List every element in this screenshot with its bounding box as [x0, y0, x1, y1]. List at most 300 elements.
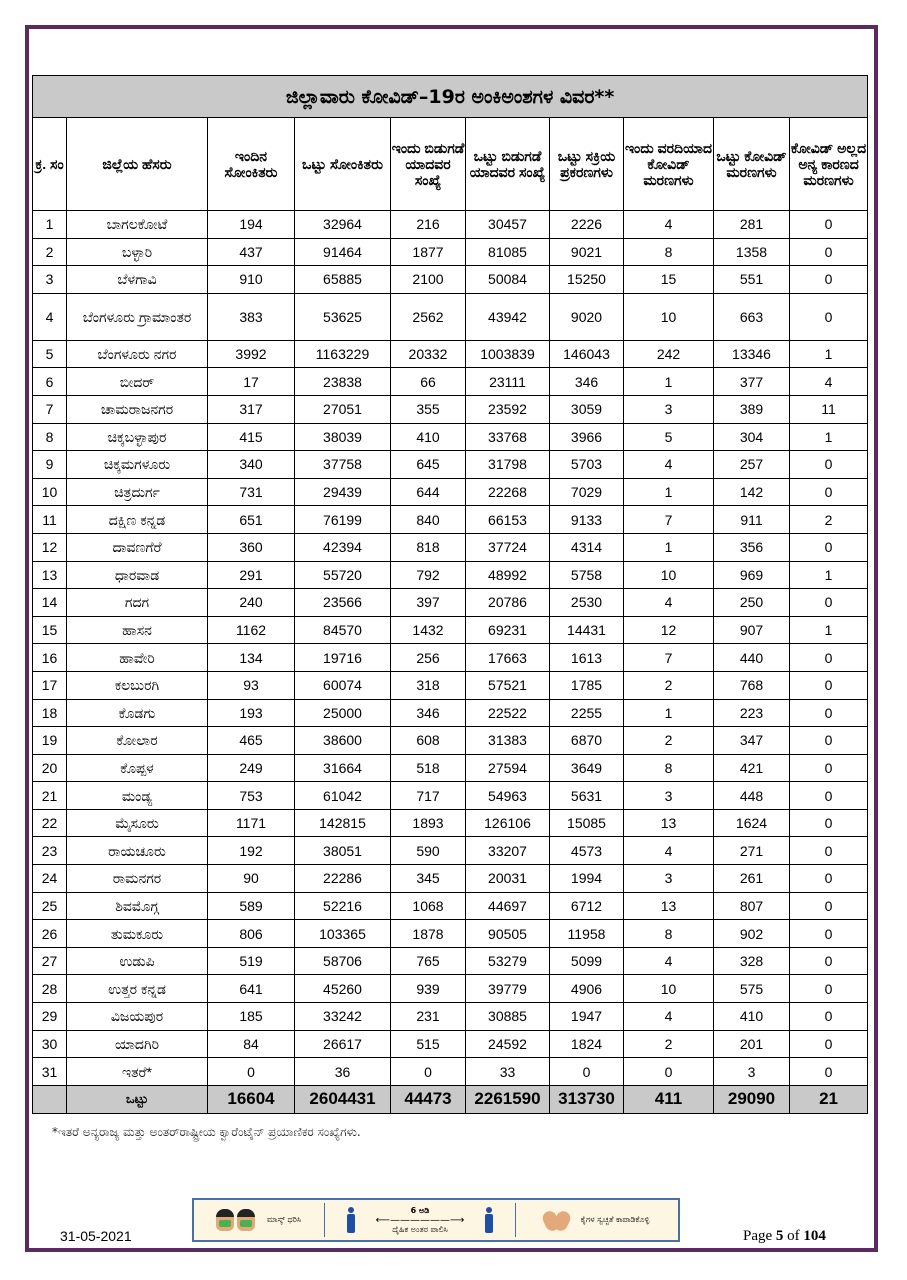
page-number	[743, 1228, 826, 1245]
table-row	[33, 1058, 868, 1086]
header-today-discharged: ಇಂದು ಬಿಡುಗಡೆ ಯಾದವರ ಸಂಖ್ಯೆ	[391, 118, 466, 211]
cell-sn: 19	[33, 727, 67, 755]
cell-total-dis: 23592	[466, 395, 550, 423]
cell-total-inf: 52216	[295, 892, 391, 920]
cell-sn: 17	[33, 671, 67, 699]
cell-today-inf: 641	[208, 975, 295, 1003]
table-row	[33, 395, 868, 423]
cell-total-inf: 36	[295, 1058, 391, 1086]
cell-today-death: 5	[624, 423, 714, 451]
cell-today-dis: 345	[391, 865, 466, 893]
cell-district: ಇತರೆ*	[67, 1058, 208, 1086]
cell-total-dis: 23111	[466, 368, 550, 396]
table-row	[33, 211, 868, 239]
cell-sn: 23	[33, 837, 67, 865]
cell-total-dis: 39779	[466, 975, 550, 1003]
cell-today-inf: 1171	[208, 809, 295, 837]
cell-non-covid: 0	[790, 727, 868, 755]
cell-today-inf: 340	[208, 451, 295, 479]
cell-total-inf: 33242	[295, 1003, 391, 1031]
cell-district: ಉತ್ತರ ಕನ್ನಡ	[67, 975, 208, 1003]
cell-total-death: 807	[714, 892, 790, 920]
cell-sn: 9	[33, 451, 67, 479]
person-icon	[346, 1207, 356, 1233]
cell-non-covid: 1	[790, 423, 868, 451]
cell-today-dis: 66	[391, 368, 466, 396]
cell-today-death: 13	[624, 809, 714, 837]
cell-active: 3059	[550, 395, 624, 423]
cell-non-covid: 0	[790, 754, 868, 782]
total-non-covid: 21	[790, 1085, 868, 1113]
cell-district: ಚಿಕ್ಕಮಗಳೂರು	[67, 451, 208, 479]
double-arrow-icon: ⟵——————⟶	[375, 1214, 465, 1226]
table-title: ಜಿಲ್ಲಾವಾರು ಕೋವಿಡ್–19ರ ಅಂಕಿಅಂಶಗಳ ವಿವರ**	[33, 76, 868, 118]
cell-total-inf: 38051	[295, 837, 391, 865]
cell-total-death: 911	[714, 506, 790, 534]
mask-text: ಮಾಸ್ಕ್ ಧರಿಸಿ	[266, 1215, 302, 1224]
cell-sn: 25	[33, 892, 67, 920]
cell-today-death: 8	[624, 238, 714, 266]
cell-non-covid: 1	[790, 340, 868, 368]
cell-active: 2255	[550, 699, 624, 727]
cell-total-inf: 32964	[295, 211, 391, 239]
safety-banner	[192, 1198, 680, 1242]
cell-sn: 16	[33, 644, 67, 672]
table-row	[33, 340, 868, 368]
cell-today-inf: 415	[208, 423, 295, 451]
header-today-deaths: ಇಂದು ವರದಿಯಾದ ಕೋವಿಡ್ ಮರಣಗಳು	[624, 118, 714, 211]
total-today-dis: 44473	[391, 1085, 466, 1113]
total-today-inf: 16604	[208, 1085, 295, 1113]
table-row	[33, 975, 868, 1003]
header-sn: ಕ್ರ. ಸಂ	[33, 118, 67, 211]
cell-today-dis: 346	[391, 699, 466, 727]
cell-today-death: 7	[624, 644, 714, 672]
total-row	[33, 1085, 868, 1113]
cell-today-dis: 231	[391, 1003, 466, 1031]
cell-today-dis: 1068	[391, 892, 466, 920]
cell-total-death: 421	[714, 754, 790, 782]
cell-today-dis: 644	[391, 478, 466, 506]
cell-today-inf: 0	[208, 1058, 295, 1086]
cell-active: 4906	[550, 975, 624, 1003]
cell-non-covid: 0	[790, 644, 868, 672]
cell-active: 1947	[550, 1003, 624, 1031]
cell-active: 5099	[550, 947, 624, 975]
cell-today-death: 4	[624, 211, 714, 239]
cell-total-inf: 65885	[295, 266, 391, 294]
cell-today-dis: 590	[391, 837, 466, 865]
cell-total-death: 347	[714, 727, 790, 755]
cell-today-inf: 84	[208, 1030, 295, 1058]
cell-district: ಬೆಂಗಳೂರು ಗ್ರಾಮಾಂತರ	[67, 293, 208, 340]
cell-active: 5758	[550, 561, 624, 589]
cell-district: ಮೈಸೂರು	[67, 809, 208, 837]
cell-today-death: 242	[624, 340, 714, 368]
cell-district: ಗದಗ	[67, 589, 208, 617]
total-label: ಒಟ್ಟು	[67, 1085, 208, 1113]
cell-total-dis: 66153	[466, 506, 550, 534]
cell-today-inf: 383	[208, 293, 295, 340]
cell-today-death: 3	[624, 865, 714, 893]
cell-total-dis: 1003839	[466, 340, 550, 368]
cell-non-covid: 0	[790, 892, 868, 920]
washing-hands-icon	[542, 1208, 572, 1232]
cell-today-dis: 397	[391, 589, 466, 617]
cell-active: 9021	[550, 238, 624, 266]
cell-non-covid: 0	[790, 699, 868, 727]
cell-total-dis: 22522	[466, 699, 550, 727]
cell-non-covid: 0	[790, 947, 868, 975]
cell-active: 15085	[550, 809, 624, 837]
cell-today-dis: 1877	[391, 238, 466, 266]
cell-total-dis: 48992	[466, 561, 550, 589]
cell-total-dis: 69231	[466, 616, 550, 644]
cell-district: ಕಲಬುರಗಿ	[67, 671, 208, 699]
cell-active: 3649	[550, 754, 624, 782]
cell-district: ಉಡುಪಿ	[67, 947, 208, 975]
cell-today-death: 2	[624, 727, 714, 755]
distance-label: 6 ಅಡಿ	[410, 1205, 430, 1215]
cell-active: 14431	[550, 616, 624, 644]
cell-district: ಚಿಕ್ಕಬಳ್ಳಾಪುರ	[67, 423, 208, 451]
cell-total-inf: 103365	[295, 920, 391, 948]
district-covid-table	[32, 75, 868, 1114]
header-row	[33, 118, 868, 211]
cell-sn: 30	[33, 1030, 67, 1058]
cell-total-death: 201	[714, 1030, 790, 1058]
table-row	[33, 238, 868, 266]
cell-total-inf: 58706	[295, 947, 391, 975]
table-body	[33, 211, 868, 1114]
cell-district: ಬೆಂಗಳೂರು ನಗರ	[67, 340, 208, 368]
cell-sn: 27	[33, 947, 67, 975]
cell-sn: 3	[33, 266, 67, 294]
cell-today-inf: 317	[208, 395, 295, 423]
cell-active: 1785	[550, 671, 624, 699]
cell-total-death: 3	[714, 1058, 790, 1086]
table-row	[33, 699, 868, 727]
cell-today-dis: 355	[391, 395, 466, 423]
table-row	[33, 865, 868, 893]
cell-today-death: 8	[624, 754, 714, 782]
cell-total-death: 377	[714, 368, 790, 396]
cell-total-inf: 26617	[295, 1030, 391, 1058]
cell-total-inf: 38600	[295, 727, 391, 755]
cell-district: ಕೊಡಗು	[67, 699, 208, 727]
cell-district: ರಾಯಚೂರು	[67, 837, 208, 865]
cell-today-inf: 360	[208, 533, 295, 561]
table-row	[33, 266, 868, 294]
cell-total-dis: 24592	[466, 1030, 550, 1058]
table-row	[33, 589, 868, 617]
cell-total-dis: 81085	[466, 238, 550, 266]
cell-total-death: 907	[714, 616, 790, 644]
cell-active: 5703	[550, 451, 624, 479]
cell-today-inf: 240	[208, 589, 295, 617]
cell-today-inf: 134	[208, 644, 295, 672]
cell-today-death: 4	[624, 589, 714, 617]
total-today-death: 411	[624, 1085, 714, 1113]
cell-total-death: 271	[714, 837, 790, 865]
cell-non-covid: 2	[790, 506, 868, 534]
table-row	[33, 368, 868, 396]
cell-total-inf: 25000	[295, 699, 391, 727]
cell-total-dis: 50084	[466, 266, 550, 294]
cell-today-dis: 256	[391, 644, 466, 672]
cell-sn: 26	[33, 920, 67, 948]
cell-sn: 29	[33, 1003, 67, 1031]
cell-total-inf: 53625	[295, 293, 391, 340]
cell-today-dis: 518	[391, 754, 466, 782]
cell-district: ಬೆಳಗಾವಿ	[67, 266, 208, 294]
cell-active: 9020	[550, 293, 624, 340]
cell-today-dis: 645	[391, 451, 466, 479]
cell-district: ಯಾದಗಿರಿ	[67, 1030, 208, 1058]
page-mid: of	[783, 1228, 804, 1244]
cell-sn: 28	[33, 975, 67, 1003]
cell-sn: 10	[33, 478, 67, 506]
cell-today-inf: 3992	[208, 340, 295, 368]
cell-today-inf: 17	[208, 368, 295, 396]
cell-non-covid: 0	[790, 809, 868, 837]
cell-active: 346	[550, 368, 624, 396]
cell-non-covid: 0	[790, 1030, 868, 1058]
cell-today-inf: 731	[208, 478, 295, 506]
cell-today-dis: 216	[391, 211, 466, 239]
cell-non-covid: 0	[790, 782, 868, 810]
cell-total-dis: 30885	[466, 1003, 550, 1031]
cell-today-inf: 806	[208, 920, 295, 948]
cell-district: ಮಂಡ್ಯ	[67, 782, 208, 810]
cell-today-dis: 1432	[391, 616, 466, 644]
cell-today-inf: 437	[208, 238, 295, 266]
person-icon	[484, 1207, 494, 1233]
cell-total-dis: 126106	[466, 809, 550, 837]
cell-today-inf: 249	[208, 754, 295, 782]
cell-district: ಹಾಸನ	[67, 616, 208, 644]
cell-active: 2530	[550, 589, 624, 617]
cell-total-dis: 37724	[466, 533, 550, 561]
cell-total-death: 356	[714, 533, 790, 561]
cell-today-death: 4	[624, 1003, 714, 1031]
cell-district: ತುಮಕೂರು	[67, 920, 208, 948]
page-current: 5	[775, 1228, 784, 1244]
cell-total-death: 389	[714, 395, 790, 423]
header-non-covid-deaths: ಕೋವಿಡ್ ಅಲ್ಲದ ಅನ್ಯ ಕಾರಣದ ಮರಣಗಳು	[790, 118, 868, 211]
cell-today-inf: 90	[208, 865, 295, 893]
cell-total-dis: 27594	[466, 754, 550, 782]
cell-total-dis: 43942	[466, 293, 550, 340]
cell-total-dis: 30457	[466, 211, 550, 239]
table-row	[33, 616, 868, 644]
cell-non-covid: 0	[790, 920, 868, 948]
cell-total-inf: 23566	[295, 589, 391, 617]
cell-today-dis: 939	[391, 975, 466, 1003]
cell-sn: 15	[33, 616, 67, 644]
cell-total-dis: 31383	[466, 727, 550, 755]
cell-total-death: 304	[714, 423, 790, 451]
cell-sn: 18	[33, 699, 67, 727]
table-row	[33, 561, 868, 589]
cell-total-dis: 53279	[466, 947, 550, 975]
table-row	[33, 920, 868, 948]
cell-today-inf: 193	[208, 699, 295, 727]
cell-total-death: 13346	[714, 340, 790, 368]
cell-total-dis: 90505	[466, 920, 550, 948]
cell-total-inf: 61042	[295, 782, 391, 810]
cell-non-covid: 0	[790, 533, 868, 561]
cell-non-covid: 0	[790, 293, 868, 340]
table-row	[33, 506, 868, 534]
header-total-infected: ಒಟ್ಟು ಸೋಂಕಿತರು	[295, 118, 391, 211]
header-active: ಒಟ್ಟು ಸಕ್ರಿಯ ಪ್ರಕರಣಗಳು	[550, 118, 624, 211]
cell-non-covid: 11	[790, 395, 868, 423]
cell-total-death: 902	[714, 920, 790, 948]
total-total-death: 29090	[714, 1085, 790, 1113]
cell-today-dis: 608	[391, 727, 466, 755]
cell-today-death: 10	[624, 561, 714, 589]
cell-sn: 12	[33, 533, 67, 561]
cell-sn: 22	[33, 809, 67, 837]
cell-total-inf: 1163229	[295, 340, 391, 368]
cell-total-inf: 84570	[295, 616, 391, 644]
cell-non-covid: 0	[790, 671, 868, 699]
cell-today-inf: 1162	[208, 616, 295, 644]
cell-total-dis: 33768	[466, 423, 550, 451]
cell-today-dis: 20332	[391, 340, 466, 368]
table-row	[33, 754, 868, 782]
cell-active: 1994	[550, 865, 624, 893]
cell-total-inf: 19716	[295, 644, 391, 672]
cell-total-inf: 142815	[295, 809, 391, 837]
cell-sn: 31	[33, 1058, 67, 1086]
cell-today-inf: 185	[208, 1003, 295, 1031]
cell-today-dis: 818	[391, 533, 466, 561]
cell-active: 7029	[550, 478, 624, 506]
cell-total-inf: 42394	[295, 533, 391, 561]
table-row	[33, 782, 868, 810]
header-district: ಜಿಲ್ಲೆಯ ಹೆಸರು	[67, 118, 208, 211]
table-row	[33, 451, 868, 479]
header-total-deaths: ಒಟ್ಟು ಕೋವಿಡ್ ಮರಣಗಳು	[714, 118, 790, 211]
table-row	[33, 837, 868, 865]
cell-today-dis: 840	[391, 506, 466, 534]
cell-today-inf: 93	[208, 671, 295, 699]
cell-district: ಬೀದರ್	[67, 368, 208, 396]
cell-total-death: 261	[714, 865, 790, 893]
cell-total-dis: 33207	[466, 837, 550, 865]
cell-non-covid: 0	[790, 211, 868, 239]
cell-total-dis: 44697	[466, 892, 550, 920]
cell-total-inf: 27051	[295, 395, 391, 423]
cell-district: ಚಿತ್ರದುರ್ಗ	[67, 478, 208, 506]
cell-sn: 20	[33, 754, 67, 782]
cell-active: 5631	[550, 782, 624, 810]
cell-total-inf: 38039	[295, 423, 391, 451]
cell-today-dis: 410	[391, 423, 466, 451]
cell-today-death: 4	[624, 947, 714, 975]
table-row	[33, 809, 868, 837]
cell-today-death: 8	[624, 920, 714, 948]
cell-district: ಹಾವೇರಿ	[67, 644, 208, 672]
cell-today-dis: 765	[391, 947, 466, 975]
cell-total-inf: 76199	[295, 506, 391, 534]
cell-active: 146043	[550, 340, 624, 368]
cell-active: 2226	[550, 211, 624, 239]
cell-total-dis: 33	[466, 1058, 550, 1086]
cell-district: ಚಾಮರಾಜನಗರ	[67, 395, 208, 423]
cell-total-death: 1624	[714, 809, 790, 837]
cell-sn: 6	[33, 368, 67, 396]
cell-total-death: 551	[714, 266, 790, 294]
cell-sn: 24	[33, 865, 67, 893]
cell-today-dis: 2562	[391, 293, 466, 340]
cell-total-dis: 57521	[466, 671, 550, 699]
cell-sn: 1	[33, 211, 67, 239]
cell-today-death: 3	[624, 782, 714, 810]
cell-today-dis: 515	[391, 1030, 466, 1058]
masked-face-icon	[237, 1209, 255, 1231]
cell-total-death: 969	[714, 561, 790, 589]
cell-total-death: 328	[714, 947, 790, 975]
cell-total-death: 250	[714, 589, 790, 617]
total-sn-cell	[33, 1085, 67, 1113]
cell-district: ರಾಮನಗರ	[67, 865, 208, 893]
cell-today-death: 1	[624, 533, 714, 561]
cell-today-death: 4	[624, 451, 714, 479]
cell-today-death: 7	[624, 506, 714, 534]
cell-total-dis: 31798	[466, 451, 550, 479]
table-row	[33, 293, 868, 340]
cell-total-death: 768	[714, 671, 790, 699]
header-today-infected: ಇಂದಿನ ಸೋಂಕಿತರು	[208, 118, 295, 211]
cell-active: 4573	[550, 837, 624, 865]
cell-today-inf: 651	[208, 506, 295, 534]
cell-total-inf: 91464	[295, 238, 391, 266]
distance-text: ದೈಹಿಕ ಅಂತರ ಪಾಲಿಸಿ	[392, 1224, 448, 1234]
cell-today-inf: 519	[208, 947, 295, 975]
cell-total-death: 663	[714, 293, 790, 340]
cell-today-inf: 910	[208, 266, 295, 294]
cell-active: 1613	[550, 644, 624, 672]
cell-active: 6712	[550, 892, 624, 920]
cell-non-covid: 0	[790, 266, 868, 294]
cell-total-inf: 31664	[295, 754, 391, 782]
cell-today-death: 3	[624, 395, 714, 423]
cell-non-covid: 4	[790, 368, 868, 396]
cell-today-dis: 2100	[391, 266, 466, 294]
cell-non-covid: 0	[790, 975, 868, 1003]
cell-today-inf: 192	[208, 837, 295, 865]
cell-non-covid: 1	[790, 616, 868, 644]
table-row	[33, 644, 868, 672]
cell-today-death: 4	[624, 837, 714, 865]
cell-district: ಬಳ್ಳಾರಿ	[67, 238, 208, 266]
cell-sn: 4	[33, 293, 67, 340]
cell-today-death: 12	[624, 616, 714, 644]
cell-total-death: 1358	[714, 238, 790, 266]
cell-non-covid: 0	[790, 451, 868, 479]
cell-non-covid: 0	[790, 1003, 868, 1031]
cell-sn: 11	[33, 506, 67, 534]
cell-district: ಶಿವಮೊಗ್ಗ	[67, 892, 208, 920]
cell-active: 3966	[550, 423, 624, 451]
cell-total-inf: 55720	[295, 561, 391, 589]
cell-active: 0	[550, 1058, 624, 1086]
cell-active: 6870	[550, 727, 624, 755]
cell-non-covid: 0	[790, 865, 868, 893]
